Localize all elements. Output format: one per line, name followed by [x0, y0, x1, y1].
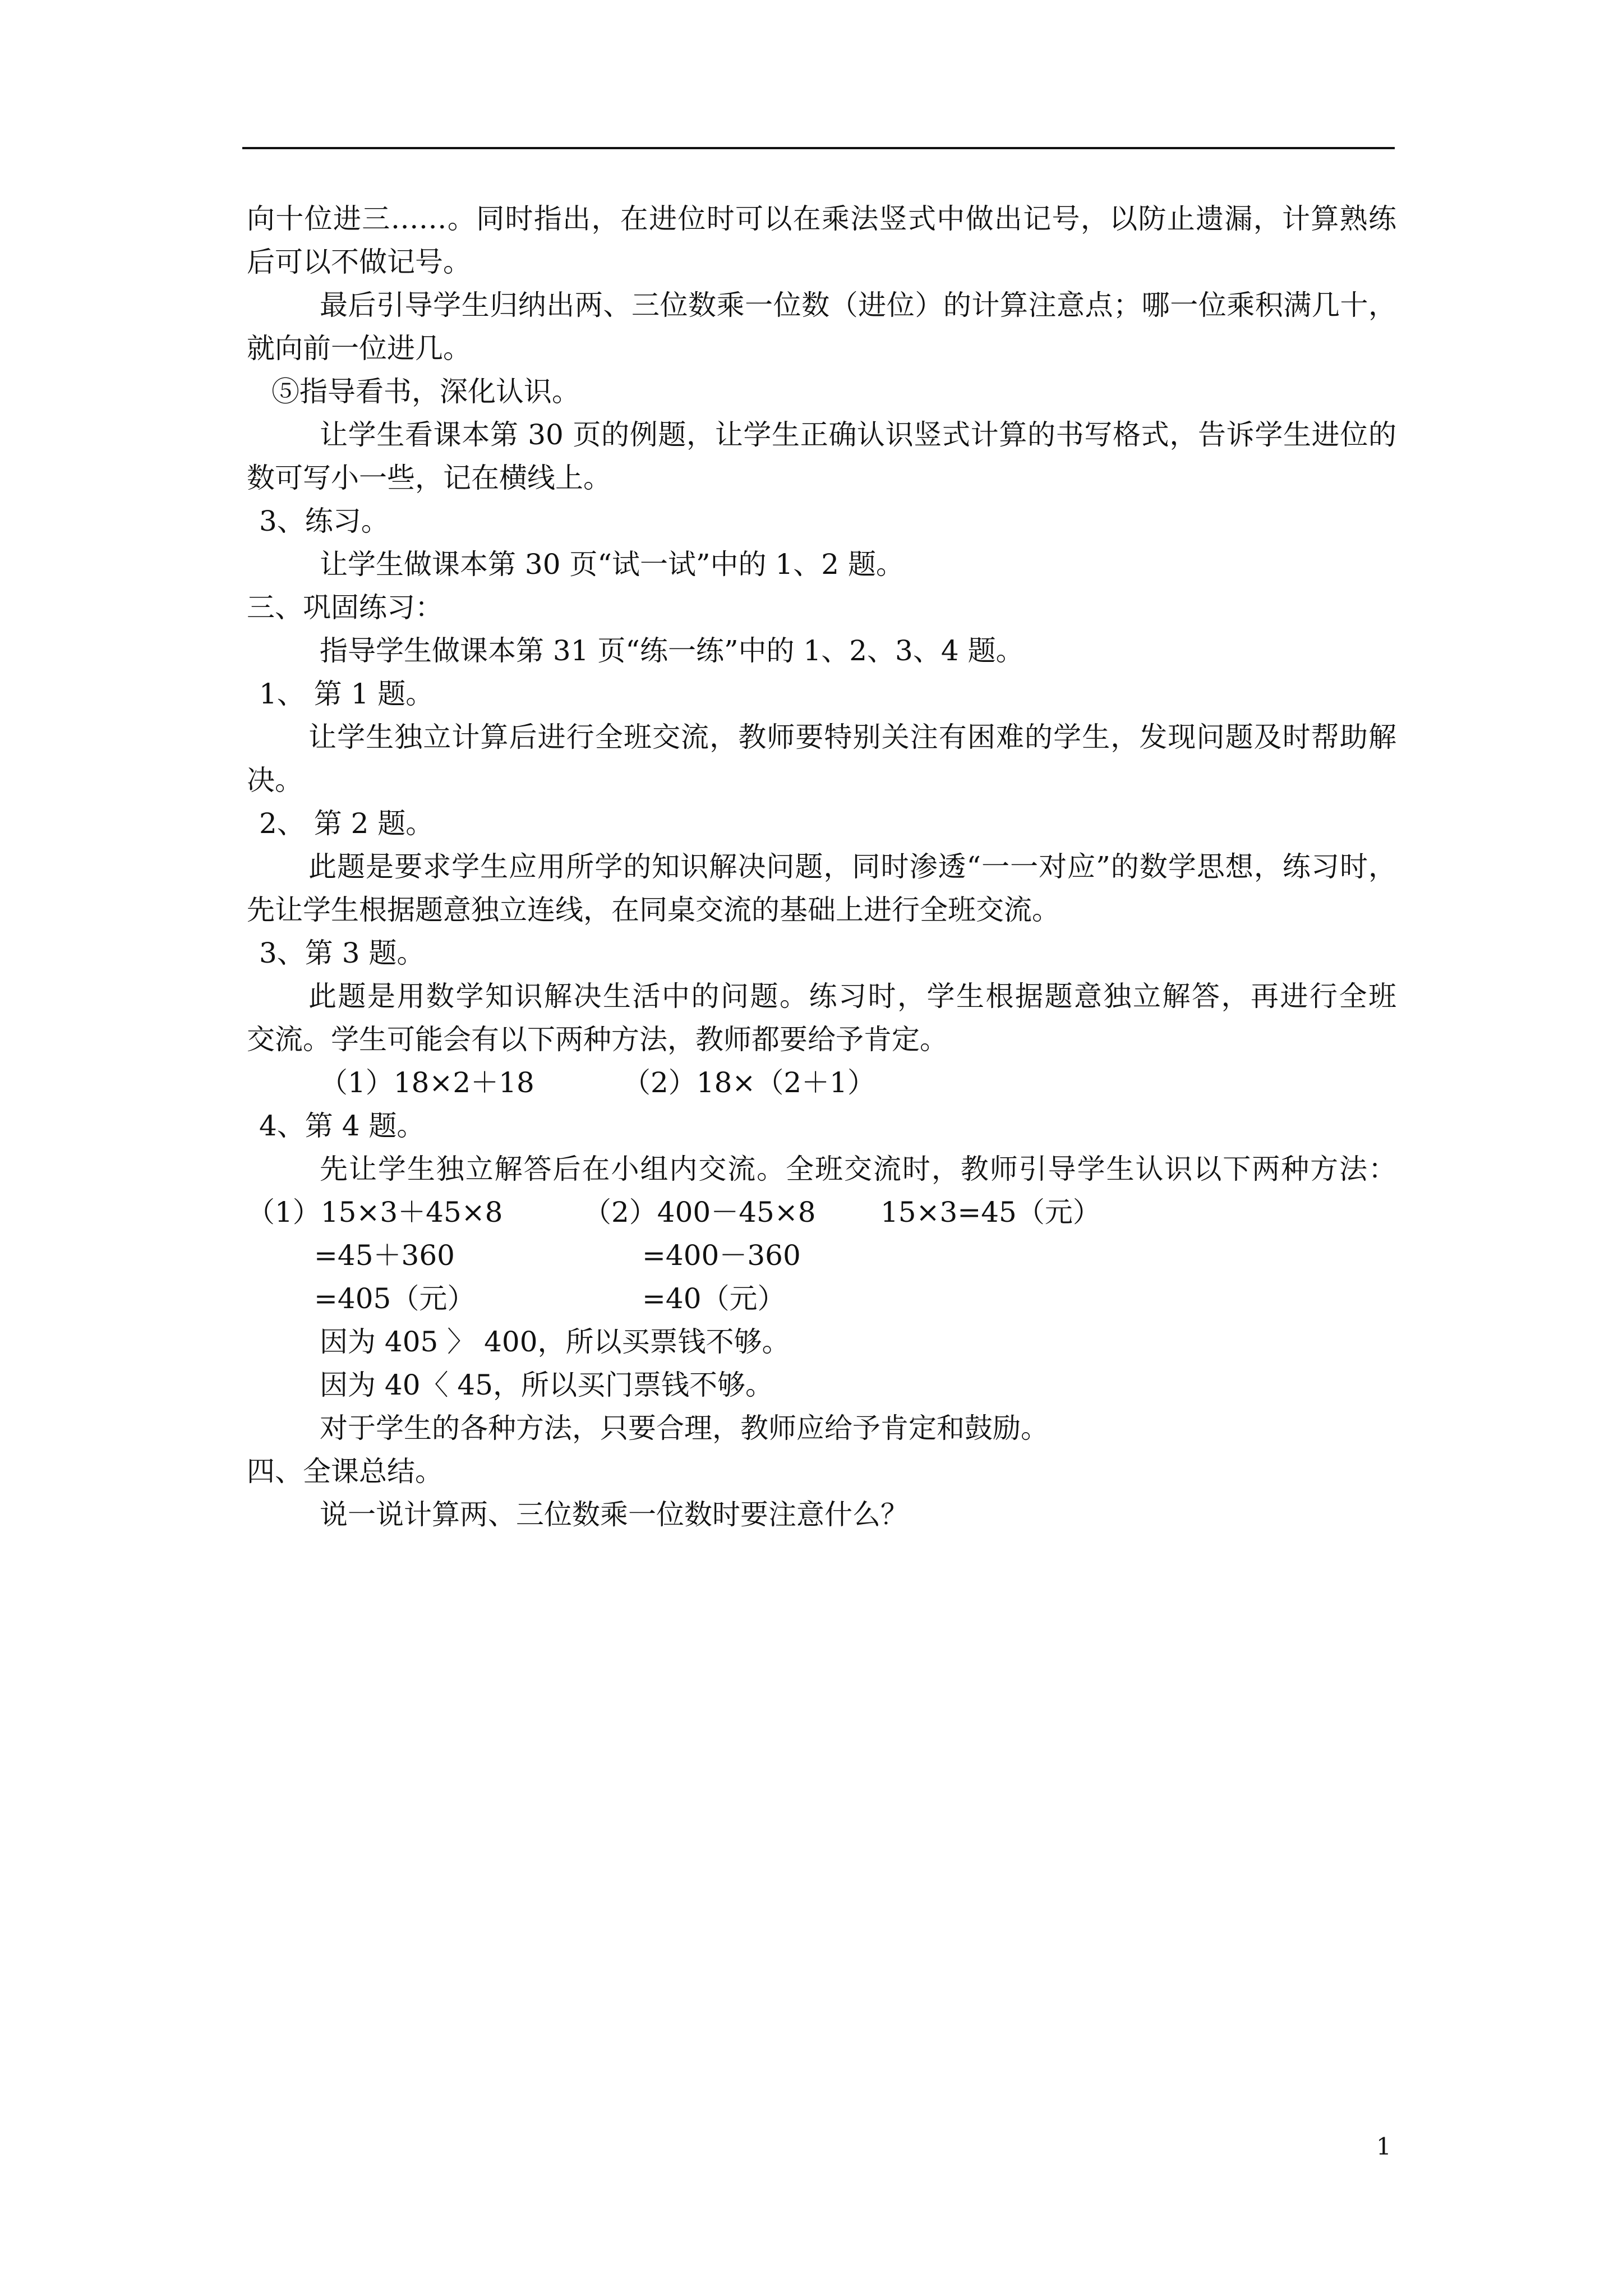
calculation-result: =405（元）	[314, 1282, 476, 1315]
subheading-line: 1、 第 1 题。	[259, 678, 434, 710]
calculation-row	[247, 1234, 1396, 1277]
paragraph-line: 决。	[247, 764, 303, 797]
paragraph-line: 让学生看课本第 30 页的例题，让学生正确认识竖式计算的书写格式，告诉学生进位的	[320, 418, 1396, 451]
paragraph-line: 向十位进三……。同时指出，在进位时可以在乘法竖式中做出记号，以防止遗漏，计算熟练	[247, 203, 1396, 235]
paragraph-line: 让学生做课本第 30 页“试一试”中的 1、2 题。	[320, 548, 904, 581]
paragraph-line: 说一说计算两、三位数乘一位数时要注意什么？	[320, 1498, 909, 1531]
section-heading: 三、巩固练习：	[247, 591, 443, 624]
calculation-expression: （1）15×3＋45×8	[247, 1196, 503, 1228]
calculation-step: =45＋360	[314, 1239, 455, 1272]
calculation-result: =40（元）	[642, 1282, 786, 1315]
section-heading: 四、全课总结。	[247, 1455, 443, 1488]
paragraph-line: 数可写小一些，记在横线上。	[247, 462, 611, 494]
calculation-step: =400－360	[642, 1239, 801, 1272]
subheading-line: 4、第 4 题。	[259, 1110, 425, 1142]
subheading-line: 2、 第 2 题。	[259, 807, 434, 840]
subheading-line: 3、练习。	[259, 505, 389, 537]
paragraph-line: 此题是用数学知识解决生活中的问题。练习时，学生根据题意独立解答，再进行全班	[308, 980, 1396, 1013]
method-expression-1: （1）18×2＋18	[320, 1066, 534, 1099]
paragraph-line: 后可以不做记号。	[247, 246, 471, 278]
paragraph-line: 最后引导学生归纳出两、三位数乘一位数（进位）的计算注意点；哪一位乘积满几十，	[320, 289, 1396, 321]
document-body	[247, 197, 1396, 1536]
calculation-row	[247, 1191, 1396, 1234]
paragraph-line: 让学生独立计算后进行全班交流，教师要特别关注有困难的学生，发现问题及时帮助解	[308, 721, 1396, 753]
calculation-expression: （2）400－45×8	[583, 1196, 816, 1228]
method-expression-2: （2）18×（2＋1）	[623, 1066, 875, 1099]
paragraph-line: 就向前一位进几。	[247, 332, 471, 365]
method-row	[247, 1061, 1396, 1105]
header-rule	[242, 147, 1395, 149]
paragraph-line: 此题是要求学生应用所学的知识解决问题，同时渗透“一一对应”的数学思想，练习时，	[308, 850, 1396, 883]
page-number: 1	[1376, 2133, 1391, 2160]
subheading-line: 3、第 3 题。	[259, 937, 425, 969]
subheading-line: ⑤指导看书，深化认识。	[271, 375, 580, 408]
paragraph-line: 先让学生根据题意独立连线，在同桌交流的基础上进行全班交流。	[247, 894, 1060, 926]
paragraph-line: 因为 40〈 45，所以买门票钱不够。	[320, 1369, 774, 1401]
paragraph-line: 对于学生的各种方法，只要合理，教师应给予肯定和鼓励。	[320, 1412, 1049, 1444]
paragraph-line: 指导学生做课本第 31 页“练一练”中的 1、2、3、4 题。	[320, 634, 1024, 667]
calculation-row	[247, 1277, 1396, 1320]
paragraph-line: 因为 405 〉 400，所以买票钱不够。	[320, 1326, 790, 1358]
paragraph-line: 先让学生独立解答后在小组内交流。全班交流时，教师引导学生认识以下两种方法：	[320, 1153, 1396, 1185]
calculation-expression: 15×3=45（元）	[880, 1196, 1101, 1228]
paragraph-line: 交流。学生可能会有以下两种方法，教师都要给予肯定。	[247, 1023, 948, 1056]
